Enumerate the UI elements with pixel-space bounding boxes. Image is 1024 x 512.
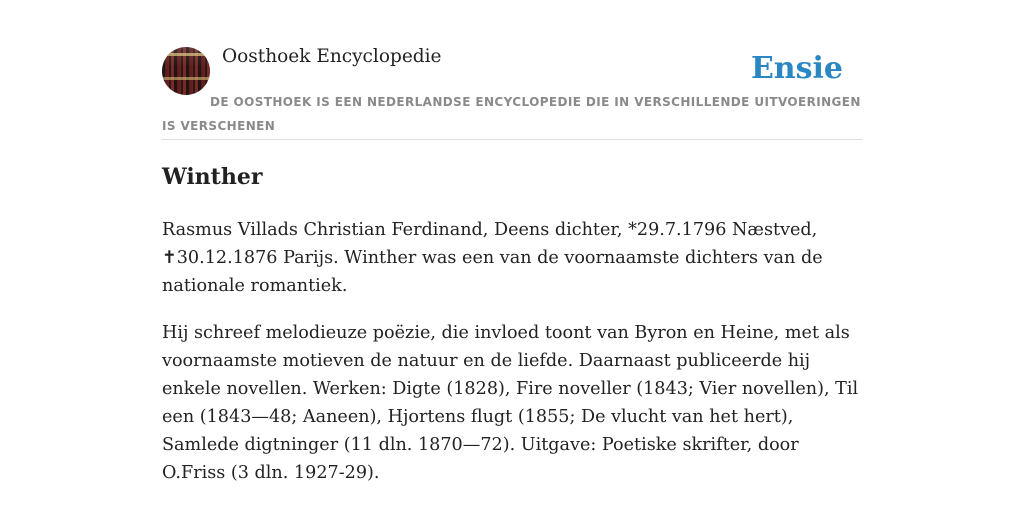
article-body	[162, 216, 862, 487]
article-paragraph: Rasmus Villads Christian Ferdinand, Deens dichter, *29.7.1796 Næstved, ✝30.12.1876 Parijs. Winther was een van de voornaamste dichters van de nationale romantiek.	[162, 220, 823, 296]
header-divider	[162, 139, 862, 140]
site-title[interactable]: Oosthoek Encyclopedie	[222, 46, 442, 67]
encyclopedia-avatar[interactable]	[162, 47, 210, 95]
article-title: Winther	[162, 164, 263, 190]
avatar-shine	[162, 47, 210, 67]
site-tagline: DE OOSTHOEK IS EEN NEDERLANDSE ENCYCLOPEDIE DIE IN VERSCHILLENDE UITVOERINGEN IS VERSCHENEN	[162, 95, 861, 133]
article-paragraph: Hij schreef melodieuze poëzie, die invloed toont van Byron en Heine, met als voornaamste motieven de natuur en de liefde. Daarnaast publiceerde hij enkele novellen. Werken: Digte (1828), Fire noveller (1843; Vier novellen), Til een (1843—48; Aaneen), Hjortens flugt (1855; De vlucht van het hert), Samlede digtninger (11 dln. 1870—72). Uitgave: Poetiske skrifter, door O.Friss (3 dln. 1927-29).	[162, 323, 859, 483]
ensie-logo[interactable]: Ensie	[750, 51, 843, 86]
